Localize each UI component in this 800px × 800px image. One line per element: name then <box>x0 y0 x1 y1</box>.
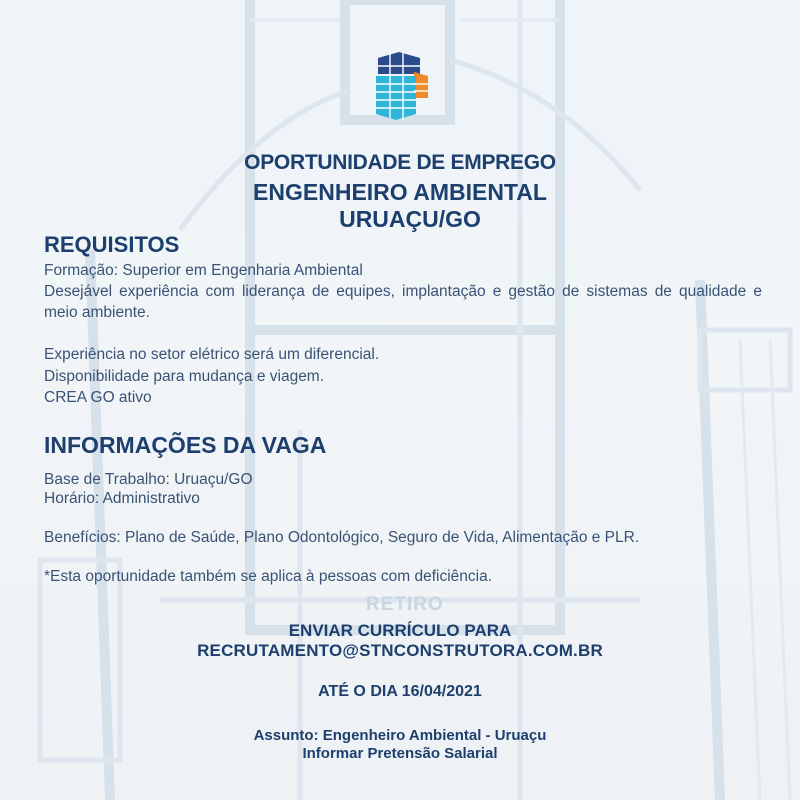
requirement-crea: CREA GO ativo <box>44 389 152 406</box>
job-title: ENGENHEIRO AMBIENTAL <box>253 179 547 205</box>
requirement-education: Formação: Superior em Engenharia Ambiental <box>44 262 363 279</box>
deadline: ATÉ O DIA 16/04/2021 <box>318 683 482 700</box>
info-work-hours: Horário: Administrativo <box>44 490 200 507</box>
building-logo-icon <box>372 52 430 120</box>
job-info-heading: INFORMAÇÕES DA VAGA <box>44 432 327 458</box>
info-benefits: Benefícios: Plano de Saúde, Plano Odontológico, Seguro de Vida, Alimentação e PLR. <box>44 529 640 546</box>
requirement-electrical-sector: Experiência no setor elétrico será um diferencial. <box>44 346 380 363</box>
info-pcd-note: *Esta oportunidade também se aplica à pessoas com deficiência. <box>44 568 493 585</box>
requirement-experience: Desejável experiência com liderança de equipes, implantação e gestão de sistemas de qualidade e meio ambiente. <box>44 283 762 321</box>
job-location: URUAÇU/GO <box>339 206 481 232</box>
recruitment-email: RECRUTAMENTO@STNCONSTRUTORA.COM.BR <box>197 641 603 660</box>
header-opportunity: OPORTUNIDADE DE EMPREGO <box>244 151 556 174</box>
salary-expectation-note: Informar Pretensão Salarial <box>302 745 498 762</box>
email-subject: Assunto: Engenheiro Ambiental - Uruaçu <box>253 727 547 744</box>
requirements-heading: REQUISITOS <box>44 232 180 257</box>
info-work-base: Base de Trabalho: Uruaçu/GO <box>44 471 253 488</box>
requirement-availability: Disponibilidade para mudança e viagem. <box>44 368 325 385</box>
send-resume-label: ENVIAR CURRÍCULO PARA <box>288 621 512 640</box>
background-sign-text: RETIRO <box>366 594 444 615</box>
